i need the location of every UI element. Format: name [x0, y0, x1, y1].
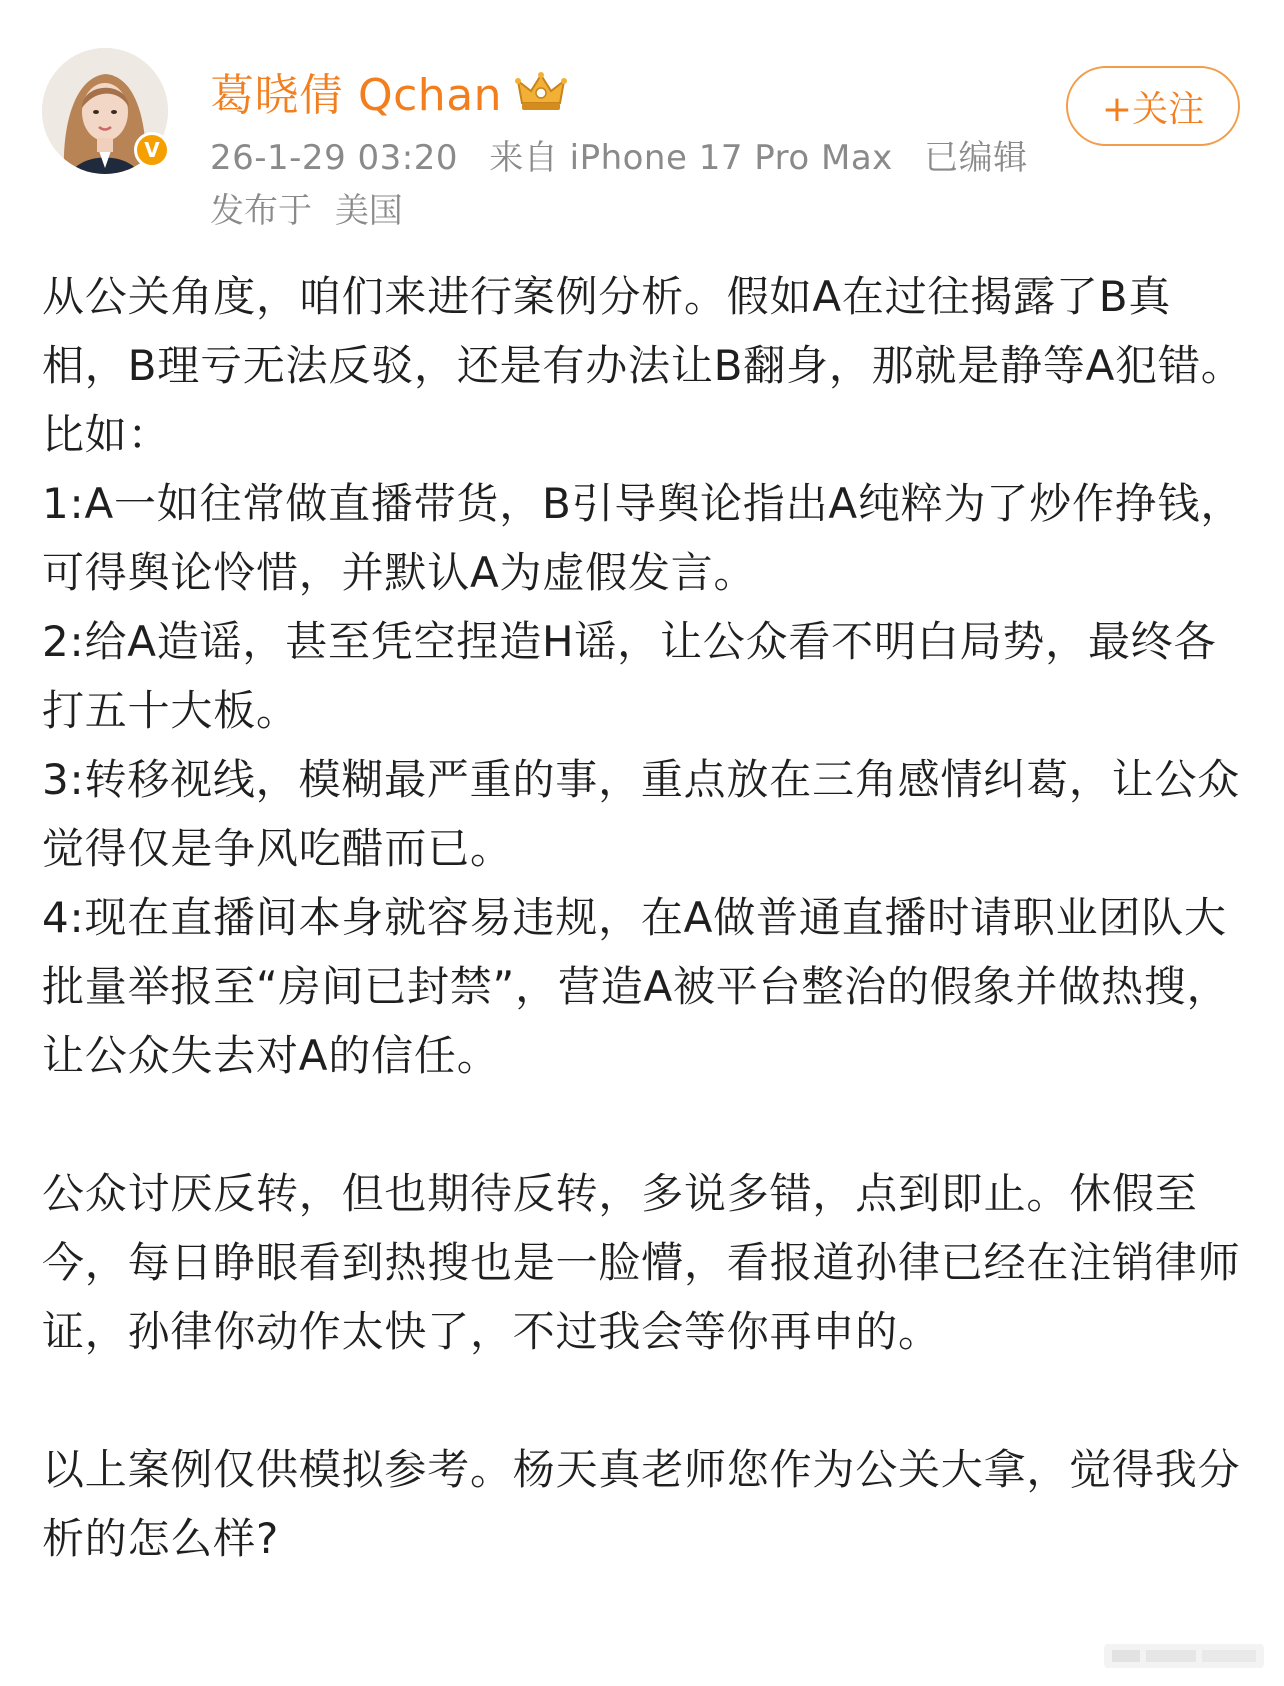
post-paragraph: 从公关角度，咱们来进行案例分析。假如A在过往揭露了B真相，B理亏无法反驳，还是有办法让B翻身，那就是静等A犯错。比如： [42, 272, 1244, 459]
location-prefix: 发布于 [210, 191, 312, 231]
post-paragraph: 公众讨厌反转，但也期待反转，多说多错，点到即止。休假至今，每日睁眼看到热搜也是一脸懵，看报道孙律已经在注销律师证，孙律你动作太快了，不过我会等你再申的。 [42, 1169, 1241, 1356]
post-paragraph: 2:给A造谣，甚至凭空捏造H谣，让公众看不明白局势，最终各打五十大板。 [42, 617, 1217, 735]
post-source: 来自 iPhone 17 Pro Max [489, 138, 893, 178]
post-body [42, 262, 1252, 1573]
location-value: 美国 [334, 191, 403, 231]
post-paragraph: 4:现在直播间本身就容易违规，在A做普通直播时请职业团队大批量举报至“房间已封禁”，营造A被平台整治的假象并做热搜，让公众失去对A的信任。 [42, 893, 1230, 1080]
username[interactable]: 葛晓倩 Qchan [210, 70, 503, 121]
post-paragraph: 以上案例仅供模拟参考。杨天真老师您作为公关大拿，觉得我分析的怎么样? [42, 1445, 1241, 1563]
crown-icon [514, 69, 568, 113]
avatar[interactable] [42, 48, 168, 174]
post-timestamp: 26-1-29 03:20 [210, 138, 458, 178]
post-header [0, 0, 1284, 250]
post-paragraph: 3:转移视线，模糊最严重的事，重点放在三角感情纠葛，让公众觉得仅是争风吃醋而已。 [42, 755, 1241, 873]
watermark-icon [1104, 1640, 1264, 1672]
follow-button[interactable]: +关注 [1066, 66, 1240, 146]
verified-badge-icon: V [134, 132, 170, 168]
edited-label[interactable]: 已编辑 [924, 138, 1028, 178]
post-location [210, 183, 403, 232]
username-row [210, 62, 568, 120]
post-paragraph: 1:A一如往常做直播带货，B引导舆论指出A纯粹为了炒作挣钱，可得舆论怜惜，并默认A为虚假发言。 [42, 479, 1244, 597]
post-meta [210, 130, 1028, 179]
